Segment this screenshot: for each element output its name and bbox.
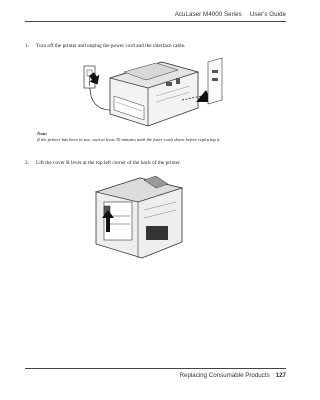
- step-1: [25, 43, 185, 50]
- footer-section: Replacing Consumable Products: [179, 372, 270, 379]
- page-header: [175, 11, 286, 18]
- printer-illustration: [110, 62, 198, 126]
- step-1-text: Turn off the printer and unplug the power cord and the interface cable.: [36, 43, 186, 49]
- step-1-number: 1.: [25, 43, 29, 49]
- step-2-number: 2.: [25, 160, 29, 166]
- note-title: Note:: [37, 131, 48, 136]
- note-text: If the printer has been in use, wait at least 30 minutes until the fuser cools down before replacing it.: [37, 137, 221, 142]
- note: [37, 131, 221, 143]
- step-2-text: Lift the cover B lever at the top left corner of the back of the printer.: [36, 160, 181, 166]
- page-footer: [180, 372, 286, 379]
- header-rule: [25, 21, 286, 22]
- figure-unplug-printer: [70, 52, 230, 132]
- footer-rule: [25, 368, 286, 369]
- power-cord: [90, 88, 110, 110]
- page-number: 127: [275, 372, 286, 379]
- header-product: AcuLaser M4000 Series: [174, 11, 242, 18]
- rear-panel-detail: [208, 58, 222, 104]
- step-2: [25, 160, 181, 167]
- header-guide: User's Guide: [249, 11, 286, 18]
- figure-cover-b-lever: [82, 172, 202, 264]
